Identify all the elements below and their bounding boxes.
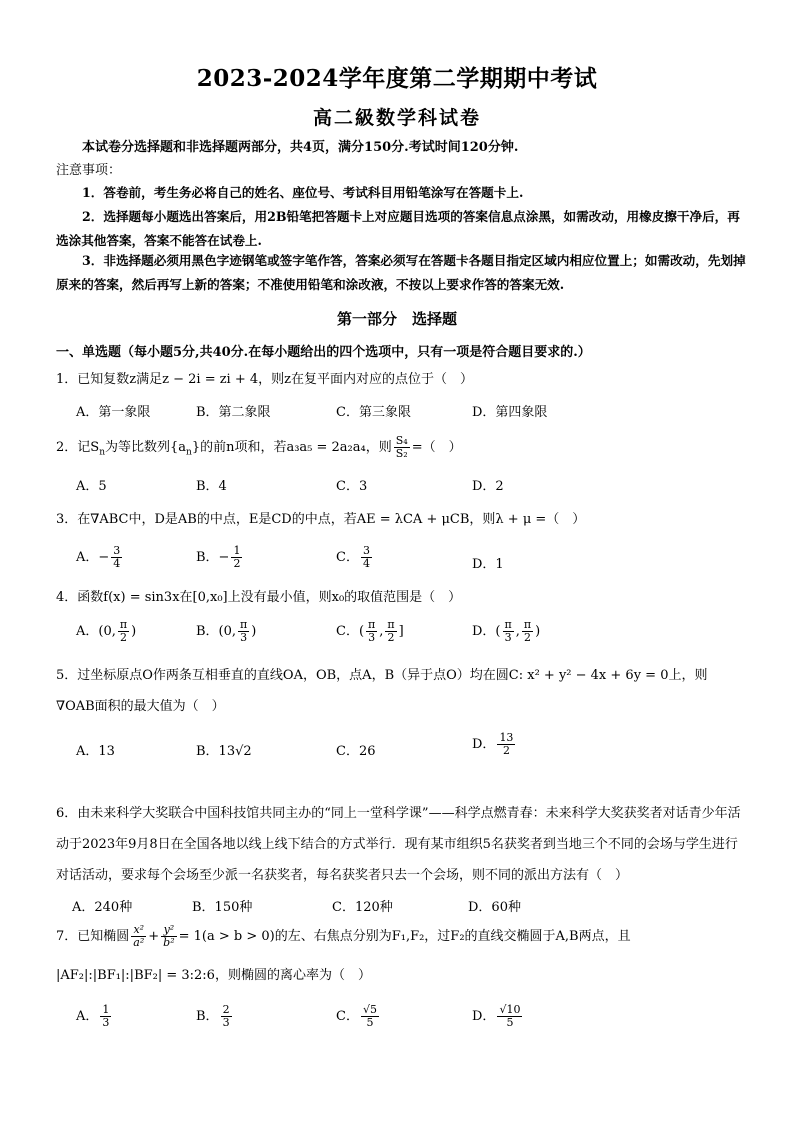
- option-a-fraction: [100, 1004, 111, 1029]
- question-2-fraction: [394, 435, 410, 460]
- fraction-numerator: π: [368, 618, 376, 631]
- question-5-stem: 5．过坐标原点O作两条互相垂直的直线OA，OB，点A，B（异于点O）均在圆C: x² + y² − 4x + 6y = 0上，则∇OAB面积的最大值为（ ）: [56, 668, 708, 714]
- option-c: [336, 1004, 381, 1029]
- option-b: [196, 1004, 234, 1029]
- fraction-numerator: π: [504, 618, 512, 631]
- option-b: [196, 619, 256, 644]
- question-7-text-a: 7．已知椭圆: [56, 929, 130, 944]
- fraction-numerator: S₄: [395, 434, 408, 447]
- fraction-denominator: 3: [102, 1016, 110, 1029]
- option-a: [76, 619, 136, 644]
- fraction-denominator: 2: [523, 631, 531, 644]
- fraction-numerator: π: [119, 618, 128, 631]
- fraction-denominator: 3: [368, 631, 376, 644]
- ellipse-y-term: $\frac{\text{y²}}{\text{b²}}$: [163, 923, 175, 949]
- fraction-numerator: 13: [499, 731, 514, 744]
- note-item-2: 2．选择题每小题选出答案后，用2B铅笔把答题卡上对应题目选项的答案信息点涂黑，如需改动，用橡皮擦干净后，再选涂其他答案，答案不能答在试卷上.: [56, 209, 740, 248]
- option-a-suffix: ): [131, 624, 137, 639]
- option-d-fraction-2: [522, 619, 533, 644]
- fraction-numerator: 2: [222, 1003, 230, 1016]
- option-a: [76, 545, 124, 570]
- option-d-fraction-1: [503, 619, 514, 644]
- question-3-options: [76, 545, 676, 577]
- question-7-ratio: |AF₂|:|BF₁|:|BF₂| = 3:2:6，则椭圆的离心率为（ ）: [56, 968, 371, 983]
- question-4-options: [76, 619, 676, 651]
- section-title: 第一部分 选择题: [336, 310, 457, 328]
- option-c-fraction: [361, 1004, 379, 1029]
- option-d-prefix: D．: [472, 1009, 496, 1024]
- option-c: C．26: [336, 744, 376, 759]
- option-c-fraction-2: [385, 619, 396, 644]
- ellipse-x-term: $\frac{\text{x²}}{\text{a²}}$: [133, 923, 145, 949]
- option-c: [336, 619, 404, 644]
- option-b-suffix: ): [251, 624, 257, 639]
- fraction-denominator: 4: [113, 557, 121, 570]
- option-d-prefix: D．(: [472, 624, 501, 639]
- option-b-fraction: [238, 619, 249, 644]
- fraction-denominator: 3: [240, 631, 248, 644]
- exam-subtitle: 高二級数学科试卷: [312, 107, 481, 129]
- part-title: 一、单选题（每小题5分,共40分.在每小题给出的四个选项中，只有一项是符合题目要求的.）: [56, 345, 591, 360]
- option-a-prefix: A．: [76, 1009, 99, 1024]
- fraction-numerator: π: [387, 618, 395, 631]
- question-2-text-c: }的前n项和，若a₃a₅ = 2a₂a₄，则: [191, 440, 392, 455]
- option-a: A．13: [76, 744, 115, 759]
- option-b: B．13√2: [196, 744, 252, 759]
- fraction-denominator: 2: [119, 631, 127, 644]
- fraction-numerator: 1: [102, 1003, 110, 1016]
- option-d: [472, 619, 540, 644]
- option-c: C．120种: [332, 900, 393, 915]
- option-d-fraction: [497, 732, 515, 757]
- option-c: [336, 545, 374, 570]
- question-2-text-d: =（ ）: [411, 440, 462, 455]
- question-7-stem: 7．已知椭圆 $\frac{\text{x²}}{\text{a²}}$ + $\frac{\text{y²}}{\text{b²}}$ = 1(a > b > 0)的左、右焦点分别为F₁,F₂，过F₂的直线交椭圆于A,B两点，且: [56, 923, 631, 949]
- option-a: A．240种: [72, 900, 133, 915]
- fraction-denominator: 4: [362, 557, 370, 570]
- option-a: [76, 1004, 113, 1029]
- option-d-prefix: D．: [472, 737, 496, 752]
- exam-title: 2023-2024学年度第二学期期中考试: [196, 65, 598, 92]
- fraction-denominator: S₂: [395, 447, 408, 460]
- option-d: D．第四象限: [472, 405, 548, 420]
- option-a: A．第一象限: [76, 405, 151, 420]
- question-1-stem: 1．已知复数z满足z − 2i = zi + 4，则z在复平面内对应的点位于（ ）: [56, 372, 473, 387]
- option-a: A．5: [76, 479, 107, 494]
- question-7-text-b: = 1(a > b > 0)的左、右焦点分别为F₁,F₂，过F₂的直线交椭圆于A,B两点，且: [178, 929, 631, 944]
- option-d-suffix: ): [535, 624, 541, 639]
- note-item-3: 3．非选择题必须用黑色字迹钢笔或签字笔作答，答案必须写在答题卡各题目指定区域内相应位置上；如需改动，先划掉原来的答案，然后再写上新的答案；不准使用铅笔和涂改液，不按以上要求作答的答案无效.: [56, 253, 746, 292]
- fraction-denominator: 3: [504, 631, 512, 644]
- option-d-separator: ,: [515, 624, 520, 639]
- exam-intro: 本试卷分选择题和非选择题两部分，共4页，满分150分.考试时间120分钟.: [82, 140, 519, 155]
- option-b: [196, 545, 244, 570]
- question-2-options: [76, 475, 676, 497]
- option-b: B．第二象限: [196, 405, 271, 420]
- note-item-1: 1．答卷前，考生务必将自己的姓名、座位号、考试科目用铅笔涂写在答题卡上.: [82, 185, 524, 200]
- question-6-options: [72, 896, 672, 918]
- fraction-numerator: π: [523, 618, 532, 631]
- option-c-separator: ,: [379, 624, 384, 639]
- question-2-stem: 2．记$S_n$为等比数列$\{a_n\}$的前n项和，若a₃a₅ = 2a₂a₄，则 $\frac{\text{S₄}}{\text{S₂}}$ =（ ）: [56, 434, 462, 460]
- option-b: B．4: [196, 479, 227, 494]
- option-a-fraction: [111, 545, 122, 570]
- fraction-denominator: 5: [506, 1016, 514, 1029]
- fraction-denominator: 2: [387, 631, 395, 644]
- question-5-options: [76, 732, 676, 764]
- question-3-stem: 3．在∇ABC中，D是AB的中点，E是CD的中点，若AE = λCA + μCB，则λ + μ =（ ）: [56, 512, 586, 527]
- fraction-denominator: 5: [366, 1016, 374, 1029]
- option-b-fraction: [221, 1004, 232, 1029]
- question-2-text-a: 2．记S: [56, 440, 100, 455]
- option-b: B．150种: [192, 900, 253, 915]
- option-c: C．3: [336, 479, 368, 494]
- option-c-prefix: C．(: [336, 624, 365, 639]
- question-2-text-b: 为等比数列{a: [104, 440, 187, 455]
- notes-heading: 注意事项：: [56, 163, 122, 178]
- option-d-fraction: [497, 1004, 522, 1029]
- fraction-numerator: √5: [362, 1003, 377, 1016]
- option-c-prefix: C．: [336, 550, 359, 565]
- option-b-prefix: B．−: [196, 550, 230, 565]
- option-d: D．60种: [468, 900, 521, 915]
- option-a-fraction: [118, 619, 129, 644]
- option-b-fraction: [231, 545, 242, 570]
- option-a-prefix: A．(0,: [76, 624, 116, 639]
- option-a-prefix: A．−: [76, 550, 110, 565]
- option-b-prefix: B．: [196, 1009, 219, 1024]
- fraction-numerator: π: [240, 618, 248, 631]
- option-c: C．第三象限: [336, 405, 411, 420]
- option-d: D．2: [472, 479, 504, 494]
- question-6-stem: 6．由未来科学大奖联合中国科技馆共同主办的“同上一堂科学课”——科学点燃青春：未来科学大奖获奖者对话青少年活动于2023年9月8日在全国各地以线上线下结合的方式举行．现有某市组织5名获奖者到当地三个不同的会场与学生进行对话活动，要求每个会场至少派一名获奖者，每名获奖者只去一个会场，则不同的派出方法有（ ）: [56, 806, 741, 883]
- question-4-stem: 4．函数f(x) = sin3x在[0,x₀]上没有最小值，则x₀的取值范围是（ ）: [56, 590, 462, 605]
- option-c-fraction: [361, 545, 372, 570]
- fraction-denominator: 2: [233, 557, 241, 570]
- fraction-denominator: 3: [222, 1016, 230, 1029]
- option-c-prefix: C．: [336, 1009, 359, 1024]
- fraction-numerator: 3: [113, 544, 121, 557]
- option-d: D．1: [472, 557, 504, 572]
- fraction-numerator: 3: [362, 544, 370, 557]
- option-c-fraction-1: [366, 619, 377, 644]
- fraction-numerator: 1: [233, 544, 241, 557]
- option-b-prefix: B．(0,: [196, 624, 237, 639]
- option-d: [472, 1004, 524, 1029]
- option-d: [472, 732, 517, 757]
- fraction-denominator: 2: [502, 744, 510, 757]
- option-c-suffix: ]: [398, 624, 404, 639]
- question-1-options: [76, 401, 676, 423]
- question-7-options: [76, 1004, 676, 1036]
- fraction-numerator: √10: [499, 1003, 521, 1016]
